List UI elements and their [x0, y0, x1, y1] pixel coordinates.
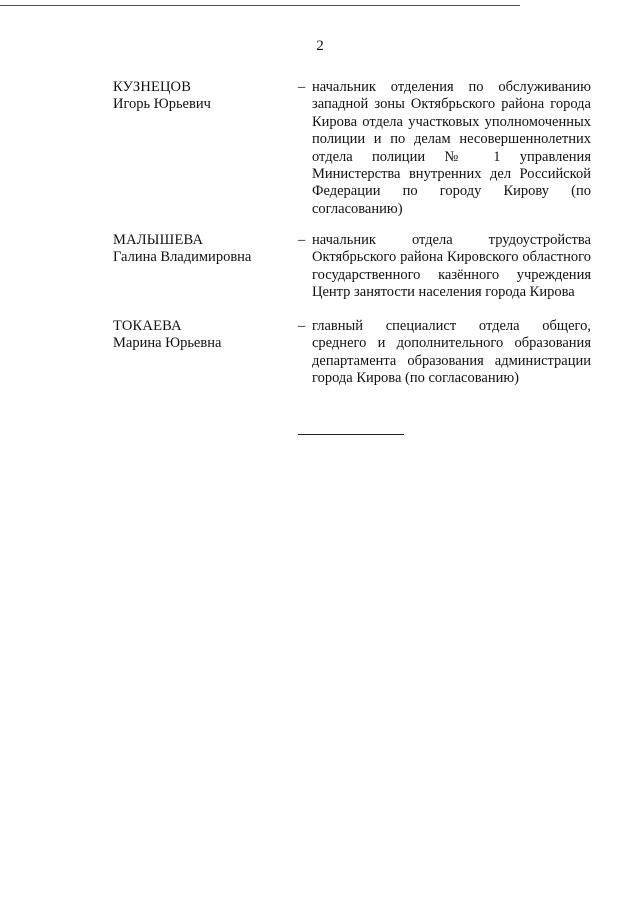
end-of-list-rule — [298, 434, 404, 435]
scan-top-border-line — [0, 5, 520, 6]
member-given-names: Галина Владимировна — [113, 249, 252, 265]
member-position-description: начальник отдела трудоустройства Октябрьского района Кировского областного государственного казённого учреждения Центр занятости населения города Кирова — [312, 232, 591, 301]
member-given-names: Марина Юрьевна — [113, 335, 222, 351]
member-name — [113, 79, 288, 113]
page-number: 2 — [316, 38, 324, 54]
member-name — [113, 232, 288, 266]
entry-dash: – — [298, 232, 306, 248]
member-given-names: Игорь Юрьевич — [113, 96, 211, 112]
member-name — [113, 318, 288, 352]
member-position-description: начальник отделения по обслуживанию западной зоны Октябрьского района города Кирова отдела участковых уполномоченных полиции и по делам несовершеннолетних отдела полиции № 1 управления Министерства внутренних дел Российской Федерации по городу Кирову (по согласованию) — [312, 79, 591, 217]
member-surname: ТОКАЕВА — [113, 318, 182, 334]
member-surname: КУЗНЕЦОВ — [113, 79, 192, 95]
member-surname: МАЛЫШЕВА — [113, 232, 204, 248]
entry-dash: – — [298, 318, 306, 334]
entry-dash: – — [298, 79, 306, 95]
member-position-description: главный специалист отдела общего, среднего и дополнительного образования департамента образования администрации города Кирова (по согласованию) — [312, 318, 591, 387]
